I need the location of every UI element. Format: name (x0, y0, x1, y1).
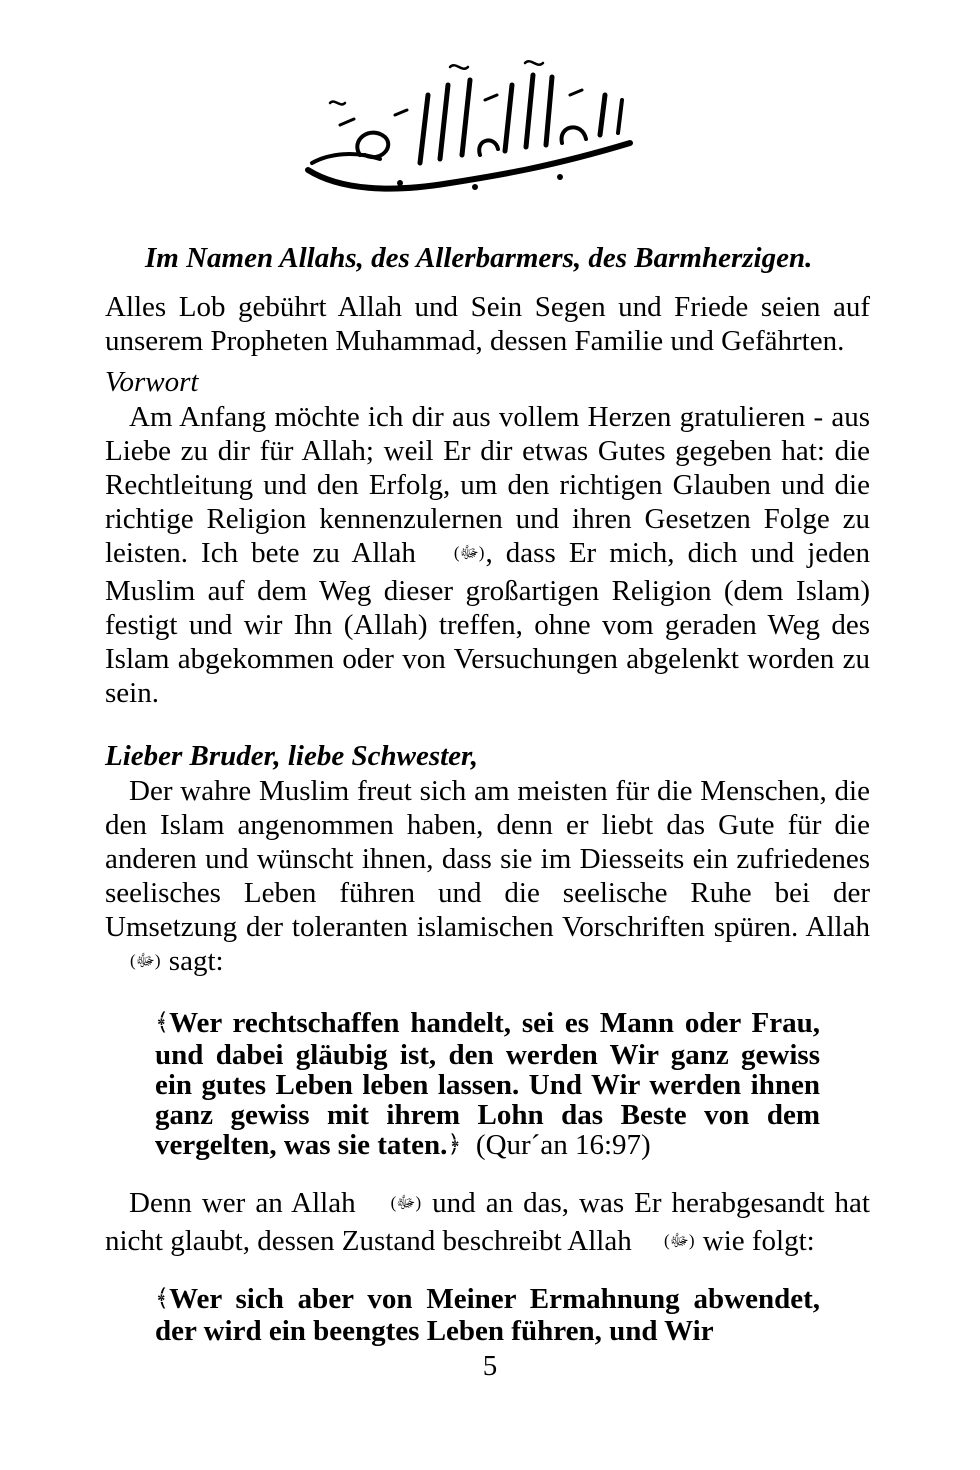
honorific-symbol: (ﷻ) (453, 543, 485, 562)
honorific-symbol: (ﷻ) (390, 1193, 422, 1212)
para3-text-1: Denn wer an Allah (129, 1187, 366, 1219)
bruder-text-2: sagt: (161, 945, 224, 977)
para3-text-3: wie folgt: (695, 1225, 815, 1257)
honorific-symbol: (ﷻ) (663, 1231, 695, 1250)
quote-close-bracket: ﴿ (447, 1132, 462, 1158)
paragraph-3 (105, 1186, 870, 1262)
quote-1-reference: (Qur´an 16:97) (475, 1129, 651, 1161)
vorwort-text-1: Am Anfang möchte ich dir aus vollem Herzen gratulieren - aus Liebe zu dir für Allah; weil Er dir etwas Gutes gegeben hat: die Rechtleitung und den Erfolg, um den richtigen Glauben und die richtige Religion kennenzulernen und ihren Gesetzen Folge zu leisten. Ich bete zu Allah (105, 401, 870, 569)
honorific-symbol: (ﷻ) (130, 951, 161, 970)
vorwort-heading: Vorwort (105, 366, 199, 398)
para3-text-2: und an das, was Er herabgesandt hat nicht glaubt, dessen Zustand beschreibt Allah (105, 1187, 870, 1257)
intro-paragraph: Alles Lob gebührt Allah und Sein Segen und Friede seien auf unserem Propheten Muhammad, dessen Familie und Gefährten. (105, 291, 870, 357)
quote-2-text: Wer sich aber von Meiner Ermahnung abwendet, der wird ein beengtes Leben führen, und Wir (155, 1283, 820, 1347)
basmala-translation: Im Namen Allahs, des Allerbarmers, des Barmherzigen. (145, 242, 813, 274)
quote-1-text: Wer rechtschaffen handelt, sei es Mann oder Frau, und dabei gläubig ist, den werden Wir ganz gewiss ein gutes Leben leben lassen. Und Wir werden ihnen ganz gewiss mit ihrem Lohn das Beste von dem vergelten, was sie taten. (155, 1007, 820, 1161)
bruder-heading: Lieber Bruder, liebe Schwester, (105, 740, 478, 772)
bismillah-calligraphy-icon (300, 55, 645, 200)
bruder-text-1: Der wahre Muslim freut sich am meisten für die Menschen, die den Islam angenommen haben, denn er liebt das Gute für die anderen und wünscht ihnen, dass sie im Diesseits ein zufriedenes seelisches Leben führen und die seelische Ruhe bei der Umsetzung der toleranten islamischen Vorschriften spüren. Allah (105, 775, 870, 943)
bruder-paragraph (105, 774, 870, 982)
vorwort-text-2: , dass Er mich, dich und jeden Muslim auf dem Weg dieser großartigen Religion (dem Islam) festigt und wir Ihn (Allah) treffen, ohne vom geraden Weg des Islam abgekommen oder von Versuchungen abgelenkt worden zu sein. (105, 537, 870, 709)
bismillah-calligraphy (300, 55, 645, 200)
vorwort-paragraph (105, 400, 870, 710)
quran-quote-2 (155, 1284, 820, 1346)
quran-quote-1 (155, 1008, 820, 1162)
page-number: 5 (482, 1350, 498, 1382)
quote-open-bracket: ﴾ (155, 1010, 170, 1036)
quote-open-bracket: ﴾ (155, 1286, 170, 1312)
